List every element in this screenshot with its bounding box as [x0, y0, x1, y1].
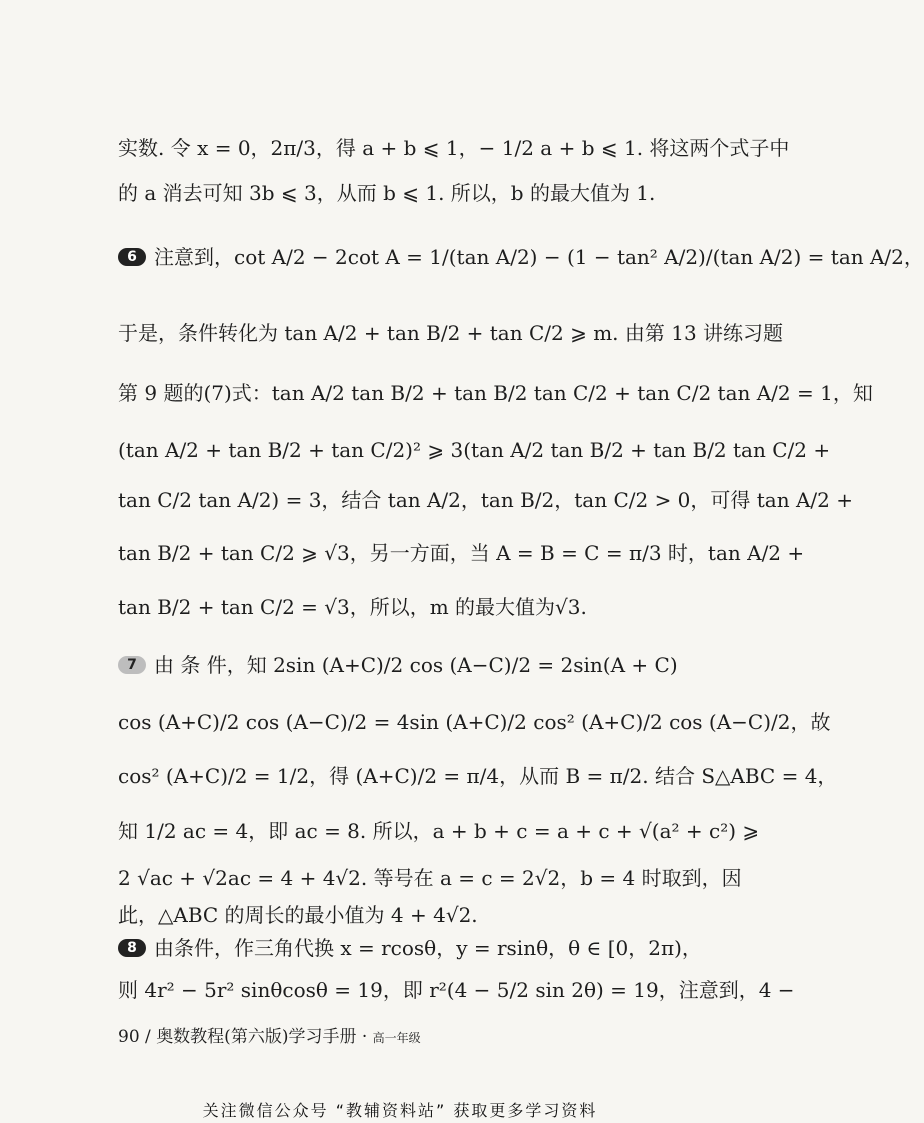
text-line-4 — [118, 321, 784, 345]
text-line-8 — [118, 541, 805, 565]
watermark-text: 关注微信公众号 “教辅资料站” 获取更多学习资料 — [202, 1101, 598, 1120]
line-text: 由条件，作三角代换 x = rcosθ，y = rsinθ，θ ∈ [0，2π)， — [154, 936, 702, 960]
text-line-2 — [118, 183, 688, 203]
line-text: 由 条 件，知 2sin (A+C)/2 cos (A−C)/2 = 2sin(A + C) — [154, 653, 678, 677]
text-line-14 — [118, 866, 742, 890]
text-line-12 — [118, 764, 838, 788]
solution-6-line-1 — [118, 245, 924, 269]
solution-7-line-1 — [118, 655, 688, 675]
line-text: 的 a 消去可知 3b ⩽ 3，从而 b ⩽ 1. 所以，b 的最大值为 1. — [118, 181, 656, 205]
line-text: 第 9 题的(7)式：tan A/2 tan B/2 + tan B/2 tan C/2 + tan C/2 tan A/2 = 1，知 — [118, 381, 873, 405]
line-text: 实数. 令 x = 0，2π/3，得 a + b ⩽ 1，− 1/2 a + b ⩽ 1. 将这两个式子中 — [118, 136, 790, 160]
text-line-7 — [118, 488, 853, 512]
grade-label: 高一年级 — [372, 1031, 421, 1045]
line-text: cos² (A+C)/2 = 1/2，得 (A+C)/2 = π/4，从而 B = π/2. 结合 S△ABC = 4， — [118, 764, 838, 788]
solution-badge-7: 7 — [118, 656, 146, 674]
solution-badge-6: 6 — [118, 248, 146, 266]
line-text: cos (A+C)/2 cos (A−C)/2 = 4sin (A+C)/2 cos² (A+C)/2 cos (A−C)/2，故 — [118, 710, 831, 734]
line-text: 于是，条件转化为 tan A/2 + tan B/2 + tan C/2 ⩾ m. 由第 13 讲练习题 — [118, 321, 784, 345]
text-line-5 — [118, 381, 873, 405]
page-footer — [118, 1022, 421, 1047]
line-text: 注意到，cot A/2 − 2cot A = 1/(tan A/2) − (1 − tan² A/2)/(tan A/2) = tan A/2， — [154, 245, 924, 269]
text-line-13 — [118, 819, 760, 843]
page-number: 90 — [118, 1027, 140, 1047]
solution-badge-8: 8 — [118, 939, 146, 957]
text-line-17 — [118, 978, 795, 1002]
line-text: 此，△ABC 的周长的最小值为 4 + 4√2. — [118, 903, 478, 927]
text-line-15 — [118, 905, 688, 925]
line-text: tan C/2 tan A/2) = 3，结合 tan A/2，tan B/2，tan C/2 > 0，可得 tan A/2 + — [118, 488, 853, 512]
book-title: 奥数教程(第六版)学习手册 · — [156, 1027, 368, 1047]
text-line-11 — [118, 710, 831, 734]
line-text: (tan A/2 + tan B/2 + tan C/2)² ⩾ 3(tan A/2 tan B/2 + tan B/2 tan C/2 + — [118, 438, 831, 462]
text-line-9 — [118, 597, 688, 617]
line-text: 2 √ac + √2ac = 4 + 4√2. 等号在 a = c = 2√2，b = 4 时取到，因 — [118, 866, 742, 890]
line-text: tan B/2 + tan C/2 = √3，所以，m 的最大值为√3. — [118, 595, 587, 619]
line-text: 则 4r² − 5r² sinθcosθ = 19，即 r²(4 − 5/2 sin 2θ) = 19，注意到，4 − — [118, 978, 795, 1002]
line-text: 知 1/2 ac = 4，即 ac = 8. 所以，a + b + c = a + c + √(a² + c²) ⩾ — [118, 819, 760, 843]
footer-separator: / — [145, 1027, 151, 1047]
solution-8-line-1 — [118, 936, 702, 960]
line-text: tan B/2 + tan C/2 ⩾ √3，另一方面，当 A = B = C = π/3 时，tan A/2 + — [118, 541, 805, 565]
text-line-6 — [118, 438, 831, 462]
text-line-1 — [118, 136, 790, 160]
